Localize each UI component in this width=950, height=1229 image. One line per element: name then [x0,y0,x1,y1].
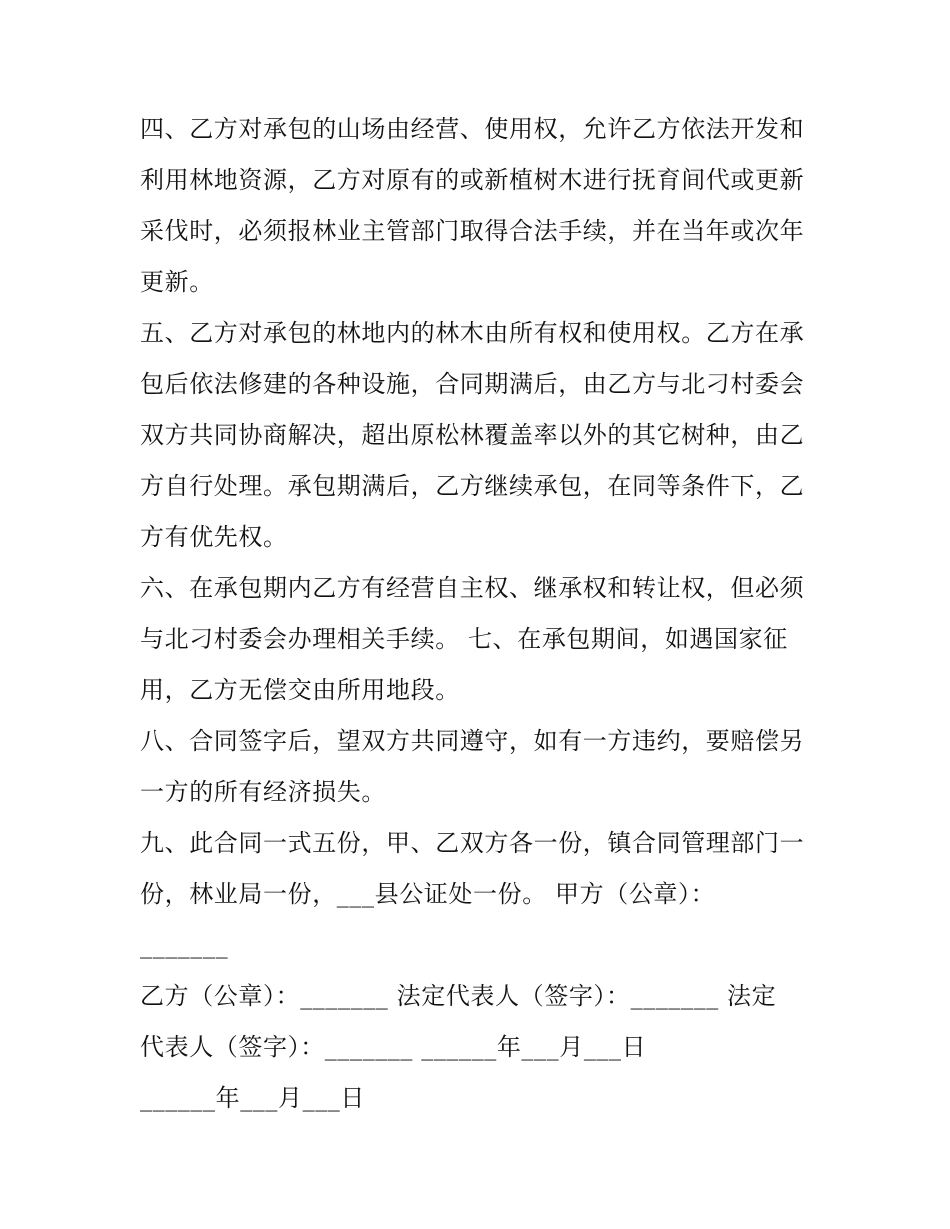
text-line: 方自行处理。承包期满后，乙方继续承包，在同等条件下，乙 [140,472,805,500]
text-line: 包后依法修建的各种设施，合同期满后，由乙方与北刁村委会 [140,370,805,398]
text-line: 与北刁村委会办理相关手续。 七、在承包期间，如遇国家征 [140,625,788,653]
text-line: 四、乙方对承包的山场由经营、使用权，允许乙方依法开发和 [140,115,805,143]
text-line: 代表人（签字）：_______ ______年___月___日 [140,1033,647,1061]
text-line: 方有优先权。 [140,523,288,551]
text-line: 九、此合同一式五份，甲、乙双方各一份，镇合同管理部门一 [140,829,805,857]
text-line: 一方的所有经济损失。 [140,778,386,806]
text-line: 更新。 [140,268,214,296]
signature-blank: _______ [140,931,229,959]
contract-body [140,104,820,1124]
text-line: 五、乙方对承包的林地内的林木由所有权和使用权。乙方在承 [140,319,805,347]
text-line: 用，乙方无偿交由所用地段。 [140,676,460,704]
text-line: 利用林地资源，乙方对原有的或新植树木进行抚育间代或更新 [140,166,805,194]
text-line: 乙方（公章）：_______ 法定代表人（签字）：_______ 法定 [140,982,777,1010]
date-line: ______年___月___日 [140,1084,365,1112]
text-line: 六、在承包期内乙方有经营自主权、继承权和转让权，但必须 [140,574,805,602]
text-line: 八、合同签字后，望双方共同遵守，如有一方违约，要赔偿另 [140,727,805,755]
text-line: 采伐时，必须报林业主管部门取得合法手续，并在当年或次年 [140,217,805,245]
text-line: 双方共同协商解决，超出原松林覆盖率以外的其它树种，由乙 [140,421,805,449]
text-line: 份，林业局一份，___县公证处一份。 甲方（公章）： [140,880,716,908]
